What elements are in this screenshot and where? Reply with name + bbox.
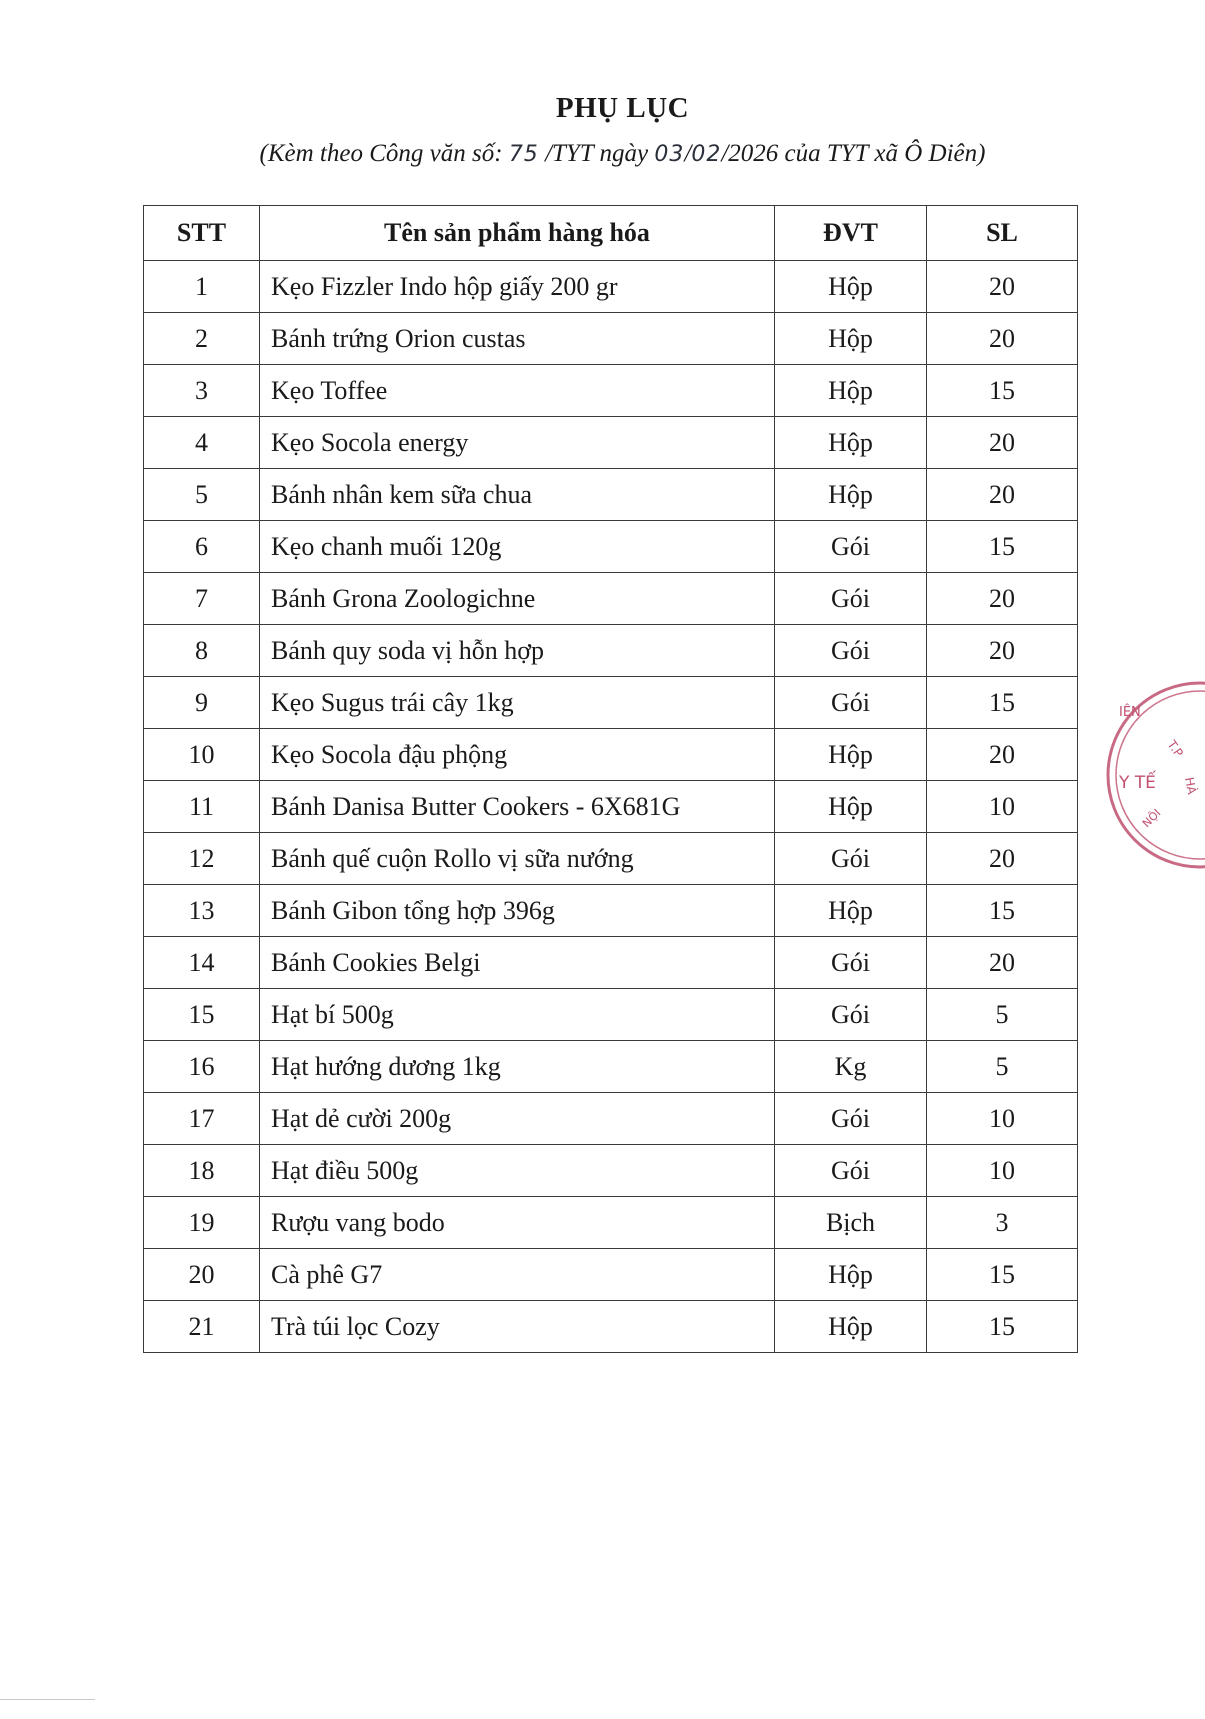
row-stt: 5 bbox=[144, 469, 260, 521]
row-product-name: Hạt hướng dương 1kg bbox=[260, 1041, 775, 1093]
stamp-text-right2: HÀ bbox=[1182, 776, 1199, 796]
row-unit: Gói bbox=[775, 573, 927, 625]
column-header-quantity: SL bbox=[927, 206, 1078, 261]
row-unit: Hộp bbox=[775, 729, 927, 781]
row-quantity: 20 bbox=[927, 625, 1078, 677]
row-stt: 18 bbox=[144, 1145, 260, 1197]
subtitle-suffix: /2026 của TYT xã Ô Diên) bbox=[721, 140, 986, 167]
subtitle-prefix: (Kèm theo Công văn số: bbox=[259, 140, 503, 167]
column-header-product-name: Tên sản phẩm hàng hóa bbox=[260, 206, 775, 261]
row-product-name: Bánh trứng Orion custas bbox=[260, 313, 775, 365]
date-separator: / bbox=[684, 140, 692, 167]
row-quantity: 10 bbox=[927, 1145, 1078, 1197]
row-quantity: 15 bbox=[927, 1301, 1078, 1353]
table-header-row bbox=[144, 206, 1078, 261]
subtitle-mid: /TYT ngày bbox=[545, 140, 649, 167]
table-row bbox=[144, 365, 1078, 417]
row-product-name: Bánh quy soda vị hỗn hợp bbox=[260, 625, 775, 677]
row-quantity: 20 bbox=[927, 313, 1078, 365]
footer-divider bbox=[0, 1699, 95, 1700]
row-unit: Hộp bbox=[775, 1301, 927, 1353]
row-product-name: Bánh Grona Zoologichne bbox=[260, 573, 775, 625]
row-product-name: Kẹo Sugus trái cây 1kg bbox=[260, 677, 775, 729]
row-quantity: 20 bbox=[927, 937, 1078, 989]
row-product-name: Kẹo Toffee bbox=[260, 365, 775, 417]
table-row bbox=[144, 989, 1078, 1041]
table-row bbox=[144, 573, 1078, 625]
row-product-name: Hạt dẻ cười 200g bbox=[260, 1093, 775, 1145]
row-product-name: Hạt điều 500g bbox=[260, 1145, 775, 1197]
row-unit: Kg bbox=[775, 1041, 927, 1093]
row-stt: 17 bbox=[144, 1093, 260, 1145]
row-unit: Gói bbox=[775, 521, 927, 573]
table-row bbox=[144, 885, 1078, 937]
row-unit: Hộp bbox=[775, 469, 927, 521]
product-table bbox=[143, 205, 1078, 1353]
table-row bbox=[144, 261, 1078, 313]
row-stt: 16 bbox=[144, 1041, 260, 1093]
table-row bbox=[144, 1301, 1078, 1353]
row-unit: Hộp bbox=[775, 1249, 927, 1301]
row-quantity: 20 bbox=[927, 573, 1078, 625]
column-header-unit: ĐVT bbox=[775, 206, 927, 261]
row-product-name: Bánh nhân kem sữa chua bbox=[260, 469, 775, 521]
row-product-name: Bánh Gibon tổng hợp 396g bbox=[260, 885, 775, 937]
row-quantity: 20 bbox=[927, 833, 1078, 885]
stamp-text-bottom: NỘI bbox=[1139, 806, 1164, 831]
row-unit: Hộp bbox=[775, 313, 927, 365]
table-row bbox=[144, 1041, 1078, 1093]
table-row bbox=[144, 781, 1078, 833]
row-unit: Gói bbox=[775, 989, 927, 1041]
row-stt: 20 bbox=[144, 1249, 260, 1301]
table-row bbox=[144, 417, 1078, 469]
row-quantity: 20 bbox=[927, 469, 1078, 521]
row-stt: 6 bbox=[144, 521, 260, 573]
official-stamp bbox=[1105, 680, 1205, 870]
table-row bbox=[144, 937, 1078, 989]
row-unit: Hộp bbox=[775, 365, 927, 417]
table-row bbox=[144, 729, 1078, 781]
page-subtitle bbox=[0, 140, 1205, 168]
row-quantity: 15 bbox=[927, 677, 1078, 729]
row-product-name: Cà phê G7 bbox=[260, 1249, 775, 1301]
row-stt: 14 bbox=[144, 937, 260, 989]
row-unit: Hộp bbox=[775, 885, 927, 937]
row-stt: 9 bbox=[144, 677, 260, 729]
table-row bbox=[144, 677, 1078, 729]
row-stt: 2 bbox=[144, 313, 260, 365]
row-stt: 8 bbox=[144, 625, 260, 677]
row-unit: Gói bbox=[775, 1093, 927, 1145]
row-unit: Bịch bbox=[775, 1197, 927, 1249]
row-quantity: 20 bbox=[927, 261, 1078, 313]
row-stt: 4 bbox=[144, 417, 260, 469]
row-product-name: Kẹo Fizzler Indo hộp giấy 200 gr bbox=[260, 261, 775, 313]
row-product-name: Kẹo Socola đậu phộng bbox=[260, 729, 775, 781]
table-row bbox=[144, 625, 1078, 677]
row-unit: Hộp bbox=[775, 261, 927, 313]
row-stt: 19 bbox=[144, 1197, 260, 1249]
row-quantity: 10 bbox=[927, 1093, 1078, 1145]
row-quantity: 20 bbox=[927, 729, 1078, 781]
row-product-name: Bánh quế cuộn Rollo vị sữa nướng bbox=[260, 833, 775, 885]
row-stt: 10 bbox=[144, 729, 260, 781]
date-day: 03 bbox=[654, 142, 685, 167]
row-product-name: Rượu vang bodo bbox=[260, 1197, 775, 1249]
table-row bbox=[144, 521, 1078, 573]
row-unit: Hộp bbox=[775, 417, 927, 469]
table-row bbox=[144, 1145, 1078, 1197]
row-product-name: Bánh Cookies Belgi bbox=[260, 937, 775, 989]
row-product-name: Kẹo Socola energy bbox=[260, 417, 775, 469]
table-row bbox=[144, 469, 1078, 521]
row-quantity: 3 bbox=[927, 1197, 1078, 1249]
row-quantity: 5 bbox=[927, 1041, 1078, 1093]
table-body bbox=[144, 261, 1078, 1353]
date-month: 02 bbox=[691, 142, 722, 167]
row-quantity: 10 bbox=[927, 781, 1078, 833]
row-quantity: 5 bbox=[927, 989, 1078, 1041]
stamp-text-center: Y TẾ bbox=[1119, 773, 1156, 793]
row-unit: Gói bbox=[775, 1145, 927, 1197]
row-quantity: 15 bbox=[927, 365, 1078, 417]
row-stt: 7 bbox=[144, 573, 260, 625]
table-row bbox=[144, 1093, 1078, 1145]
product-table-container bbox=[143, 205, 1077, 1353]
row-unit: Gói bbox=[775, 677, 927, 729]
row-stt: 12 bbox=[144, 833, 260, 885]
row-quantity: 20 bbox=[927, 417, 1078, 469]
row-unit: Gói bbox=[775, 625, 927, 677]
row-stt: 13 bbox=[144, 885, 260, 937]
row-stt: 3 bbox=[144, 365, 260, 417]
table-row bbox=[144, 1197, 1078, 1249]
row-unit: Hộp bbox=[775, 781, 927, 833]
row-stt: 21 bbox=[144, 1301, 260, 1353]
row-stt: 15 bbox=[144, 989, 260, 1041]
page-title: PHỤ LỤC bbox=[555, 92, 690, 124]
document-number: 75 bbox=[508, 142, 539, 167]
row-unit: Gói bbox=[775, 937, 927, 989]
table-row bbox=[144, 1249, 1078, 1301]
row-quantity: 15 bbox=[927, 521, 1078, 573]
row-product-name: Hạt bí 500g bbox=[260, 989, 775, 1041]
row-product-name: Bánh Danisa Butter Cookers - 6X681G bbox=[260, 781, 775, 833]
stamp-text-top: IÊN bbox=[1119, 705, 1141, 720]
row-unit: Gói bbox=[775, 833, 927, 885]
row-stt: 1 bbox=[144, 261, 260, 313]
row-quantity: 15 bbox=[927, 1249, 1078, 1301]
table-row bbox=[144, 833, 1078, 885]
column-header-stt: STT bbox=[144, 206, 260, 261]
row-quantity: 15 bbox=[927, 885, 1078, 937]
row-stt: 11 bbox=[144, 781, 260, 833]
stamp-text-right1: T.P bbox=[1164, 737, 1186, 760]
row-product-name: Kẹo chanh muối 120g bbox=[260, 521, 775, 573]
table-row bbox=[144, 313, 1078, 365]
row-product-name: Trà túi lọc Cozy bbox=[260, 1301, 775, 1353]
